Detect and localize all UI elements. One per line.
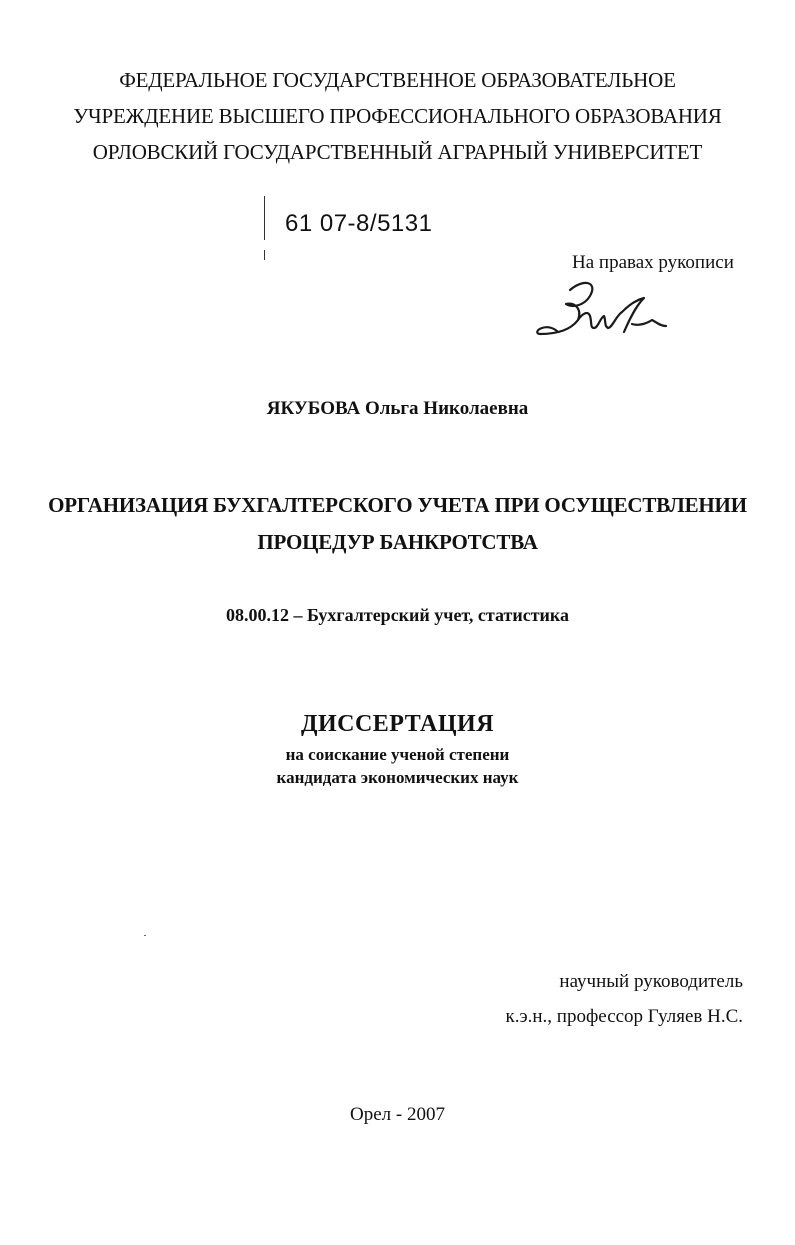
author-name: ЯКУБОВА Ольга Николаевна bbox=[266, 398, 529, 419]
supervisor-name: к.э.н., профессор Гуляев Н.С. bbox=[505, 1006, 743, 1027]
supervisor-label: научный руководитель bbox=[559, 971, 743, 992]
stamp-number: 61 07-8/5131 bbox=[285, 210, 433, 237]
specialty-code: 08.00.12 – Бухгалтерский учет, статистика bbox=[225, 605, 570, 625]
dissertation-title-line-2: ПРОЦЕДУР БАНКРОТСТВА bbox=[257, 530, 538, 554]
stamp-bar bbox=[264, 196, 265, 240]
institution-line-2: УЧРЕЖДЕНИЕ ВЫСШЕГО ПРОФЕССИОНАЛЬНОГО ОБРАЗОВАНИЯ bbox=[73, 104, 722, 128]
stamp-bar-tail bbox=[264, 250, 265, 260]
document-type-heading: ДИССЕРТАЦИЯ bbox=[300, 711, 495, 737]
city-year: Орел - 2007 bbox=[350, 1104, 445, 1125]
institution-line-1: ФЕДЕРАЛЬНОЕ ГОСУДАРСТВЕННОЕ ОБРАЗОВАТЕЛЬНОЕ bbox=[119, 68, 676, 92]
signature-image bbox=[532, 276, 672, 346]
dissertation-title-line-1: ОРГАНИЗАЦИЯ БУХГАЛТЕРСКОГО УЧЕТА ПРИ ОСУЩЕСТВЛЕНИИ bbox=[48, 493, 747, 517]
institution-line-3: ОРЛОВСКИЙ ГОСУДАРСТВЕННЫЙ АГРАРНЫЙ УНИВЕРСИТЕТ bbox=[92, 140, 703, 164]
degree-line-1: на соискание ученой степени bbox=[285, 745, 510, 764]
degree-line-2: кандидата экономических наук bbox=[276, 768, 519, 787]
scan-speck bbox=[144, 935, 146, 936]
manuscript-note: На правах рукописи bbox=[572, 252, 734, 273]
